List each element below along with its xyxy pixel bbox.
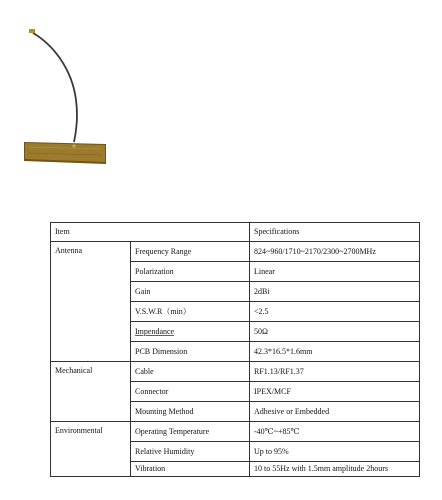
spec-cell: 824~960/1710~2170/2300~2700MHz [250, 242, 420, 262]
ipex-connector [29, 29, 35, 33]
group-antenna: Antenna [51, 242, 131, 362]
item-cell: Cable [131, 362, 250, 382]
spec-cell: 42.3*16.5*1.6mm [250, 342, 420, 362]
spec-table [50, 222, 420, 477]
table-row [51, 242, 420, 262]
item-cell: Vibration [131, 462, 250, 477]
item-cell: Relative Humidity [131, 442, 250, 462]
spec-cell: Linear [250, 262, 420, 282]
group-environmental: Environmental [51, 422, 131, 477]
header-item: Item [51, 223, 250, 242]
item-cell: Connector [131, 382, 250, 402]
item-cell: Mounting Method [131, 402, 250, 422]
spec-cell: 50Ω [250, 322, 420, 342]
spec-cell: -40℃~+85℃ [250, 422, 420, 442]
coax-cable [33, 33, 77, 142]
pcb-antenna-image [0, 0, 442, 200]
spec-cell: 2dBi [250, 282, 420, 302]
impedance-label: Impendance [135, 326, 175, 336]
spec-cell: Up to 95% [250, 442, 420, 462]
product-photo [0, 0, 442, 200]
item-cell: V.S.W.R（min） [131, 302, 250, 322]
item-cell: Frequency Range [131, 242, 250, 262]
item-cell [131, 322, 250, 342]
header-specifications: Specifications [250, 223, 420, 242]
spec-cell: 10 to 55Hz with 1.5mm amplitude 2hours [250, 462, 420, 477]
item-cell: PCB Dimension [131, 342, 250, 362]
spec-cell: RF1.13/RF1.37 [250, 362, 420, 382]
item-cell: Operating Temperature [131, 422, 250, 442]
pcb-board [24, 142, 106, 164]
table-header-row [51, 223, 420, 242]
spec-cell: IPEX/MCF [250, 382, 420, 402]
table-row [51, 362, 420, 382]
table-row [51, 422, 420, 442]
spec-cell: <2.5 [250, 302, 420, 322]
spec-cell: Adhesive or Embedded [250, 402, 420, 422]
item-cell: Polarization [131, 262, 250, 282]
item-cell: Gain [131, 282, 250, 302]
group-mechanical: Mechanical [51, 362, 131, 422]
